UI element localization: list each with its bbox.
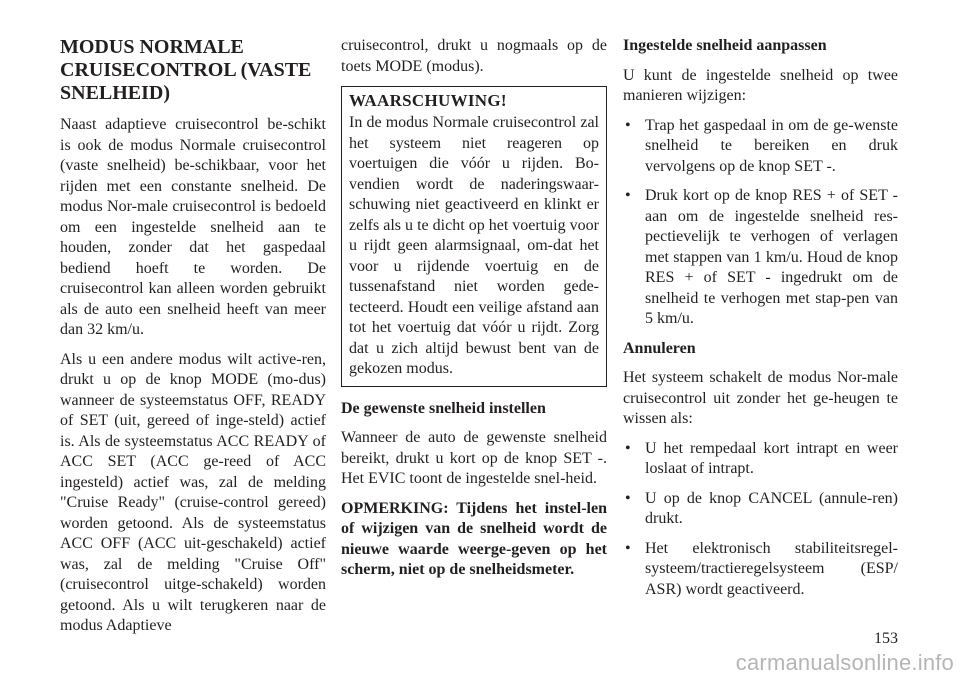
section-heading: MODUS NORMALE CRUISECONTROL (VASTE SNELHEID)	[60, 36, 312, 104]
watermark: carmanualsonline.info	[735, 650, 954, 675]
list-item: • Het elektronisch stabiliteitsregel-systeem/tractieregelsysteem (ESP/ ASR) wordt geactiveerd.	[625, 539, 898, 598]
adjust-speed-intro: U kunt de ingestelde snelheid op twee manieren wijzigen:	[623, 66, 898, 104]
bullet-icon: •	[625, 116, 631, 134]
mode-switch-paragraph: Als u een andere modus wilt active-ren, drukt u op de knop MODE (mo-dus) wanneer de systeemstatus OFF, READY of SET (uit, gereed of inge-steld) actief is. Als de systeemstatus ACC READY of ACC SET (ACC ge-reed of ACC ingesteld) actief was, zal de melding "Cruise Ready" (cruise-control gereed) worden getoond. Als de systeemstatus ACC OFF (ACC uit-geschakeld) actief was, zal de melding "Cruise Off" (cruisecontrol uitge-schakeld) worden getoond. Als u wilt terugkeren naar de modus Adaptieve	[60, 350, 326, 634]
cancel-heading: Annuleren	[623, 339, 696, 357]
note-paragraph: OPMERKING: Tijdens het instel-len of wijzigen van de snelheid wordt de nieuwe waarde weerge-geven op het scherm, niet op de snelheidsmeter.	[341, 499, 607, 578]
adjust-speed-list	[623, 116, 898, 330]
bullet-icon: •	[625, 439, 631, 457]
set-speed-heading: De gewenste snelheid instellen	[341, 399, 546, 417]
column-3	[623, 36, 898, 609]
list-item: • Trap het gaspedaal in om de ge-wenste snelheid te bereiken en druk vervolgens op de knop SET -.	[625, 116, 898, 175]
set-speed-paragraph: Wanneer de auto de gewenste snelheid bereikt, drukt u kort op de knop SET -. Het EVIC toont de ingestelde snel-heid.	[341, 429, 607, 487]
bullet-icon: •	[625, 187, 631, 204]
list-item: • U op de knop CANCEL (annule-ren) drukt.	[625, 489, 898, 527]
list-item: • U het rempedaal kort intrapt en weer loslaat of intrapt.	[625, 439, 898, 477]
cancel-intro: Het systeem schakelt de modus Nor-male cruisecontrol uit zonder het ge-heugen te wissen als:	[623, 369, 898, 427]
continued-paragraph: cruisecontrol, drukt u nogmaals op de toets MODE (modus).	[341, 37, 607, 75]
intro-paragraph: Naast adaptieve cruisecontrol be-schikt is ook de modus Normale cruisecontrol (vaste snelheid) be-schikbaar, voor het rijden met een constante snelheid. De modus Nor-male cruisecontrol is bedoeld om een ingestelde snelheid aan te houden, zonder dat het gaspedaal bediend hoeft te worden. De cruisecontrol kan alleen worden gebruikt als de auto een snelheid heeft van meer dan 32 km/u.	[60, 116, 326, 338]
cancel-list	[623, 439, 898, 601]
warning-box	[341, 86, 607, 387]
page-number: 153	[874, 630, 898, 647]
warning-title: WAARSCHUWING!	[349, 91, 507, 110]
warning-text: In de modus Normale cruisecontrol zal het systeem niet reageren op voertuigen die vóór u rijden. Bo-vendien wordt de naderingswaar-schuwing niet geactiveerd en klinkt er zelfs als u te dicht op het voertuig voor u rijdt geen alarmsignaal, om-dat het voor u rijdende voertuig en de tussenafstand niet worden gede-tecteerd. Houdt een veilige afstand aan tot het voertuig dat vóór u rijdt. Zorg dat u zich altijd bewust bent van de gekozen modus.	[349, 114, 599, 377]
adjust-speed-heading: Ingestelde snelheid aanpassen	[623, 37, 827, 54]
bullet-icon: •	[625, 539, 631, 557]
bullet-icon: •	[625, 489, 631, 507]
list-item: • Druk kort op de knop RES + of SET - aan om de ingestelde snelheid res-pectievelijk te verhogen of verlagen met stappen van 1 km/u. Houd de knop RES + of SET - ingedrukt om de snelheid te verhogen met stap-pen van 5 km/u.	[625, 187, 898, 327]
column-1	[60, 36, 326, 646]
column-2	[341, 36, 607, 590]
